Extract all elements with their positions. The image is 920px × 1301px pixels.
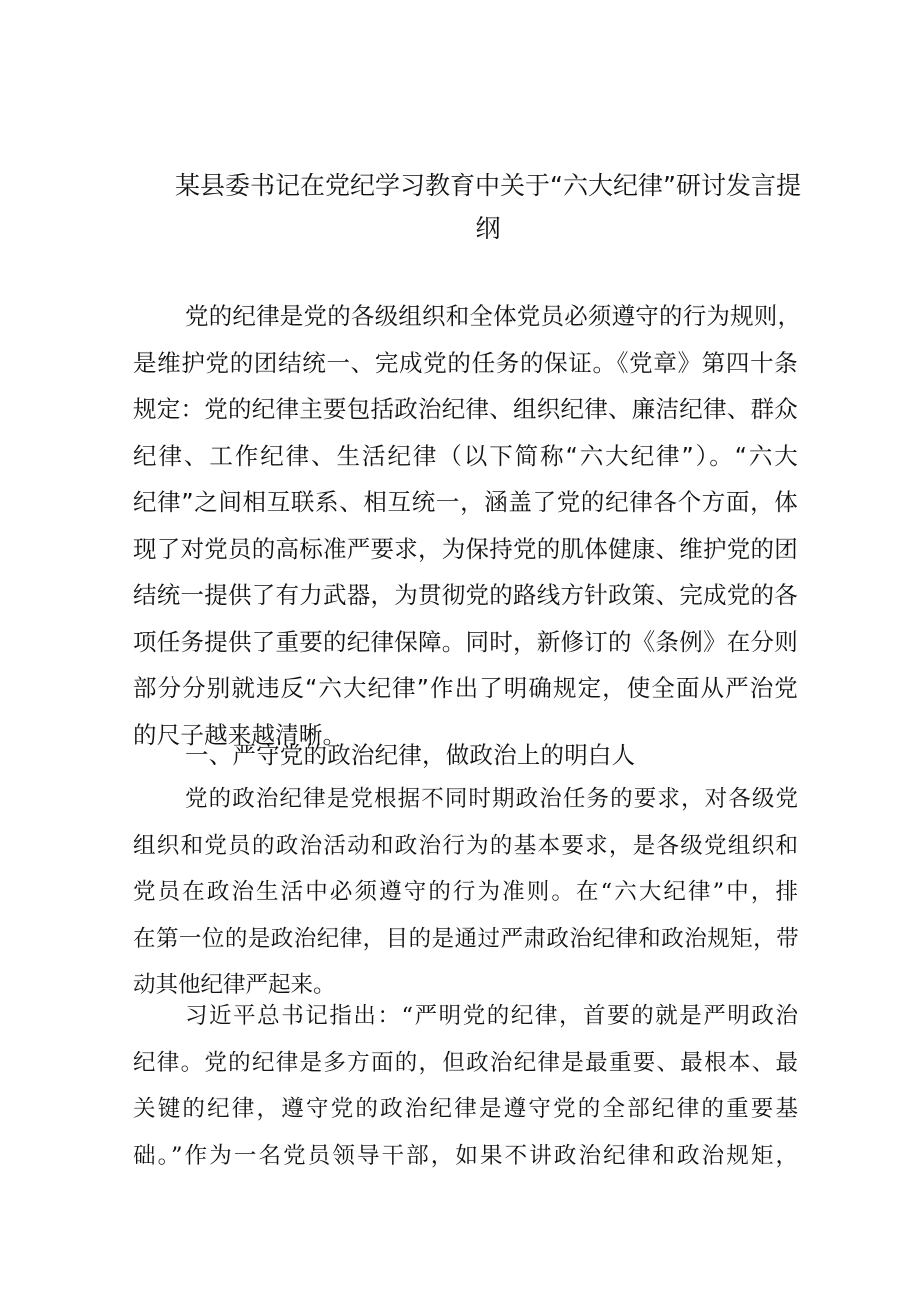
intro-paragraph: [133, 293, 802, 758]
paragraph-line: 现了对党员的高标准严要求，为保持党的肌体健康、维护党的团: [133, 534, 798, 563]
paragraph-line: 结统一提供了有力武器，为贯彻党的路线方针政策、完成党的各: [133, 581, 798, 609]
paragraph-line: 党的纪律是党的各级组织和全体党员必须遵守的行为规则，: [185, 302, 802, 330]
political-discipline-paragraph: [133, 776, 798, 1009]
quote-paragraph: [133, 993, 798, 1179]
paragraph-line: 党员在政治生活中必须遵守的行为准则。在“六大纪律”中，排: [133, 879, 798, 905]
document-title-line-1: 某县委书记在党纪学习教育中关于“六大纪律”研讨发言提: [175, 171, 801, 200]
paragraph-line: 项任务提供了重要的纪律保障。同时，新修订的《条例》在分则: [133, 627, 798, 656]
paragraph-line: 组织和党员的政治活动和政治行为的基本要求，是各级党组织和: [133, 832, 798, 859]
section-heading-text: 一、严守党的政治纪律，做政治上的明白人: [185, 741, 636, 769]
paragraph-line: 习近平总书记指出：“严明党的纪律，首要的就是严明政治: [185, 1003, 798, 1029]
section-heading: [133, 732, 798, 779]
paragraph-line: 关键的纪律，遵守党的政治纪律是遵守党的全部纪律的重要基: [133, 1096, 798, 1122]
paragraph-line: 的尺子越来越清晰。: [133, 720, 347, 749]
document-title-line-2: 纲: [475, 214, 501, 243]
paragraph-line: 部分分别就违反“六大纪律”作出了明确规定，使全面从严治党: [133, 674, 798, 702]
paragraph-line: 党的政治纪律是党根据不同时期政治任务的要求，对各级党: [185, 786, 798, 812]
paragraph-line: 是维护党的团结统一、完成党的任务的保证。《党章》第四十条: [133, 348, 798, 377]
paragraph-line: 纪律。党的纪律是多方面的，但政治纪律是最重要、最根本、最: [133, 1049, 798, 1076]
paragraph-line: 动其他纪律严起来。: [133, 972, 336, 998]
paragraph-line: 规定：党的纪律主要包括政治纪律、组织纪律、廉洁纪律、群众: [133, 395, 798, 423]
paragraph-line: 纪律、工作纪律、生活纪律（以下简称“六大纪律”）。“六大: [133, 441, 798, 470]
paragraph-line: 础。”作为一名党员领导干部，如果不讲政治纪律和政治规矩，: [133, 1142, 798, 1169]
paragraph-line: 纪律”之间相互联系、相互统一，涵盖了党的纪律各个方面，体: [133, 488, 798, 516]
paragraph-line: 在第一位的是政治纪律，目的是通过严肃政治纪律和政治规矩，带: [133, 925, 798, 952]
